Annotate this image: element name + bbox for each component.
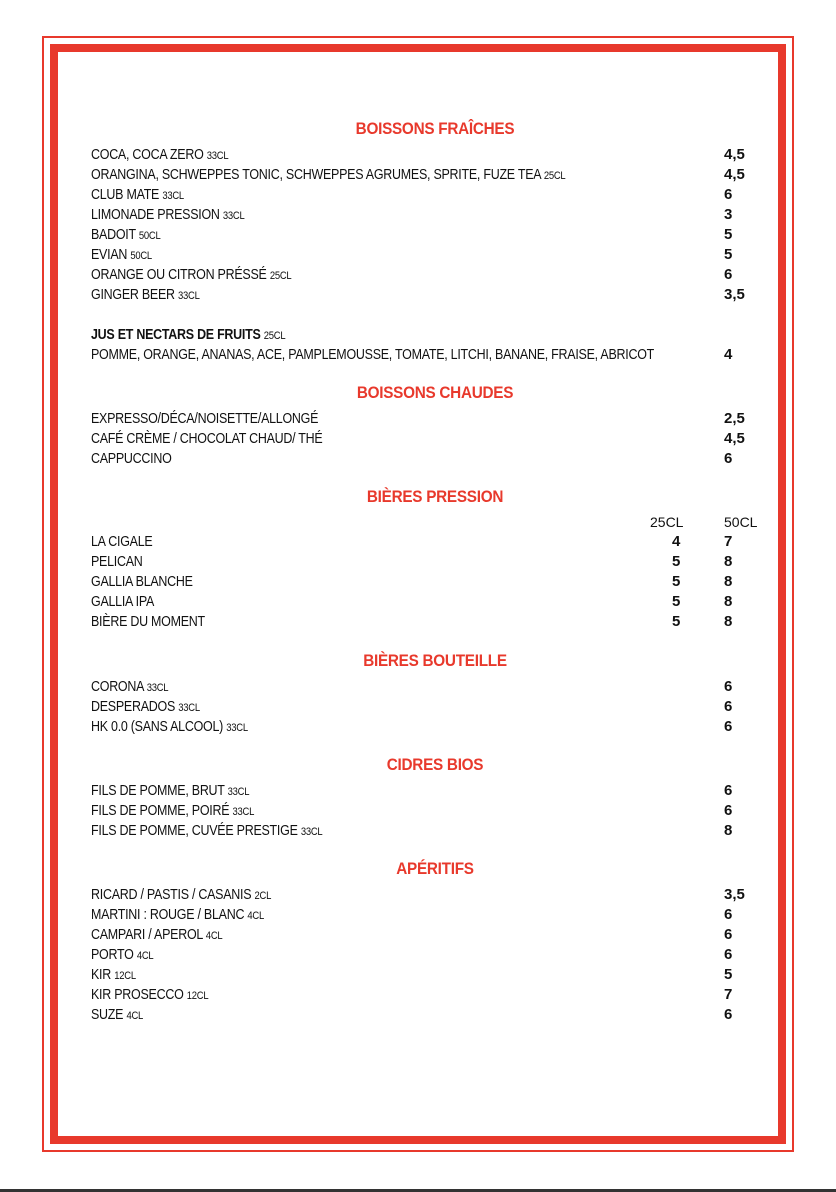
menu-item-price: 6 [724,678,733,695]
menu-item-size: 33CL [206,150,229,162]
menu-item-price: 8 [724,553,733,570]
menu-item-price: 6 [724,802,733,819]
menu-item-size: 33CL [146,682,169,694]
menu-item-name: RICARD / PASTIS / CASANIS [91,887,252,903]
menu-item-name: KIR PROSECCO [91,987,184,1003]
menu-item-price: 5 [724,246,733,263]
menu-item-label [91,592,154,612]
menu-item-price: 7 [724,986,733,1003]
menu-item-label [91,265,291,286]
menu-item-price: 3,5 [724,886,745,903]
menu-item-size: 33CL [162,190,184,202]
menu-item-price: 5 [724,226,733,243]
menu-item [91,697,218,717]
menu-item-name: GALLIA BLANCHE [91,574,193,590]
section-title: CIDRES BIOS [386,755,484,774]
menu-item-name: KIR [91,967,112,983]
menu-item [91,572,209,592]
menu-item-name: SUZE [91,1007,124,1023]
menu-item [91,985,227,1005]
menu-item-label [91,572,193,592]
menu-item-name: GALLIA IPA [91,594,155,610]
section-title: BOISSONS CHAUDES [356,383,514,402]
menu-item-price-25cl: 5 [672,573,681,590]
menu-item-price: 8 [724,613,733,630]
menu-item-label [91,185,184,206]
menu-item-name: LA CIGALE [91,534,153,550]
menu-item-price: 8 [724,593,733,610]
section-title: BIÈRES PRESSION [366,487,504,506]
subheading-label [91,325,285,346]
menu-item [91,905,292,925]
menu-item-name: CAMPARI / APEROL [91,927,203,943]
subheading-text: JUS ET NECTARS DE FRUITS [91,327,261,343]
menu-item-size: 4CL [205,930,223,942]
menu-item [91,925,244,945]
menu-item [91,185,199,205]
menu-item-price: 4,5 [724,166,745,183]
menu-item-size: 2CL [254,890,272,902]
menu-item-name: PELICAN [91,554,143,570]
menu-item [91,821,360,841]
menu-item-label [91,717,248,738]
menu-item-name: LIMONADE PRESSION [91,207,220,223]
menu-item-name: PORTO [91,947,134,963]
menu-item-label [91,532,152,552]
menu-item-name: GINGER BEER [91,287,175,303]
menu-item-price-25cl: 5 [672,613,681,630]
menu-item [91,532,162,552]
menu-item-price: 3 [724,206,733,223]
menu-item-label [91,821,322,842]
menu-item-label [91,965,136,986]
menu-item-price: 6 [724,926,733,943]
menu-item-price: 3,5 [724,286,745,303]
menu-item-name: EVIAN [91,247,128,263]
menu-item-name: FILS DE POMME, BRUT [91,783,225,799]
menu-item-label [91,612,205,632]
menu-item [91,885,300,905]
menu-item [91,165,643,185]
menu-item-price: 6 [724,698,733,715]
menu-item [91,265,324,285]
menu-item [91,781,275,801]
menu-item-price: 4,5 [724,146,745,163]
menu-item-label [91,205,244,226]
menu-item-name: ORANGE OU CITRON PRÉSSÉ [91,267,267,283]
menu-item-price: 8 [724,822,733,839]
menu-item-price: 6 [724,1006,733,1023]
menu-item-price: 6 [724,906,733,923]
menu-item-size: 4CL [126,1010,144,1022]
menu-item-name: POMME, ORANGE, ANANAS, ACE, PAMPLEMOUSSE, TOMATE, LITCHI, BANANE, FRAISE, ABRICOT [91,347,655,363]
menu-item [91,592,164,612]
menu-item [91,677,181,697]
menu-item-size: 25CL [543,170,566,182]
menu-item-size: 33CL [300,826,323,838]
menu-item-size: 33CL [232,806,255,818]
menu-item-label [91,677,168,698]
menu-item-price: 6 [724,266,733,283]
column-header-50cl: 50CL [724,514,758,530]
menu-item-price-25cl: 5 [672,553,681,570]
menu-item-label [91,429,322,449]
menu-item-size: 33CL [177,290,200,302]
menu-item-name: CORONA [91,679,144,695]
menu-item [91,801,281,821]
menu-item-size: 33CL [178,702,200,714]
menu-item-price: 7 [724,533,733,550]
menu-item-price: 6 [724,450,733,467]
menu-item-name: MARTINI : ROUGE / BLANC [91,907,245,923]
menu-item-size: 33CL [227,786,250,798]
menu-item-name: BIÈRE DU MOMENT [91,614,205,630]
menu-item-label [91,905,264,926]
section-title: APÉRITIFS [396,859,474,878]
menu-item-price: 6 [724,782,733,799]
menu-item-name: ORANGINA, SCHWEPPES TONIC, SCHWEPPES AGRUMES, SPRITE, FUZE TEA [91,167,541,183]
menu-item [91,612,223,632]
menu-item [91,552,151,572]
menu-item-size: 50CL [130,250,152,262]
menu-item-label [91,225,160,246]
menu-item-price-25cl: 4 [672,533,681,550]
menu-item [91,205,269,225]
menu-item-size: 4CL [247,910,264,922]
menu-item-name: CAPPUCCINO [91,451,172,467]
subheading [91,325,317,345]
menu-item-price: 2,5 [724,410,745,427]
menu-item-label [91,781,249,802]
menu-item [91,945,164,965]
subheading-size: 25CL [263,330,286,342]
menu-item-price: 8 [724,573,733,590]
menu-item-label [91,1005,143,1026]
menu-item-label [91,945,153,966]
menu-item-size: 4CL [136,950,154,962]
menu-item-name: FILS DE POMME, POIRÉ [91,803,230,819]
menu-item-name: DESPERADOS [91,699,176,715]
menu-item-label [91,885,271,906]
menu-item-name: CAFÉ CRÈME / CHOCOLAT CHAUD/ THÉ [91,431,323,447]
menu-item [91,409,355,429]
menu-item-name: BADOIT [91,227,136,243]
menu-item-label [91,552,143,572]
menu-item [91,345,746,365]
menu-item [91,225,172,245]
menu-item [91,1005,152,1025]
menu-item-name: FILS DE POMME, CUVÉE PRESTIGE [91,823,298,839]
section-title: BOISSONS FRAÎCHES [355,119,515,138]
menu-item-size: 25CL [269,270,292,282]
menu-item-label [91,985,208,1006]
menu-item-size: 12CL [186,990,209,1002]
menu-item-price: 6 [724,946,733,963]
menu-item-price-25cl: 5 [672,593,681,610]
menu-item [91,145,251,165]
menu-item-name: EXPRESSO/DÉCA/NOISETTE/ALLONGÉ [91,411,319,427]
column-header-25cl: 25CL [650,514,684,530]
menu-item-name: HK 0.0 (SANS ALCOOL) [91,719,224,735]
menu-item-label [91,449,172,469]
menu-item [91,449,185,469]
menu-item-label [91,697,200,718]
menu-item-price: 6 [724,186,733,203]
menu-item-price: 6 [724,718,733,735]
menu-item [91,285,217,305]
menu-item [91,429,360,449]
menu-item-price: 5 [724,966,733,983]
menu-item-label [91,145,228,166]
menu-item-label [91,409,318,429]
section-title: BIÈRES BOUTEILLE [363,651,507,670]
menu-item-label [91,345,654,365]
menu-item-price: 4,5 [724,430,745,447]
menu-item-size: 50CL [138,230,161,242]
menu-item-label [91,285,200,306]
menu-item-label [91,925,222,946]
menu-item-price: 4 [724,346,733,363]
menu-item-name: CLUB MATE [91,187,160,203]
menu-item [91,245,162,265]
menu-item-size: 33CL [226,722,248,734]
menu-item-label [91,801,254,822]
menu-item-size: 33CL [222,210,245,222]
menu-item-label [91,245,152,266]
menu-item [91,965,143,985]
menu-item-size: 12CL [114,970,136,982]
menu-item-label [91,165,565,186]
menu-item-name: COCA, COCA ZERO [91,147,204,163]
menu-item [91,717,273,737]
